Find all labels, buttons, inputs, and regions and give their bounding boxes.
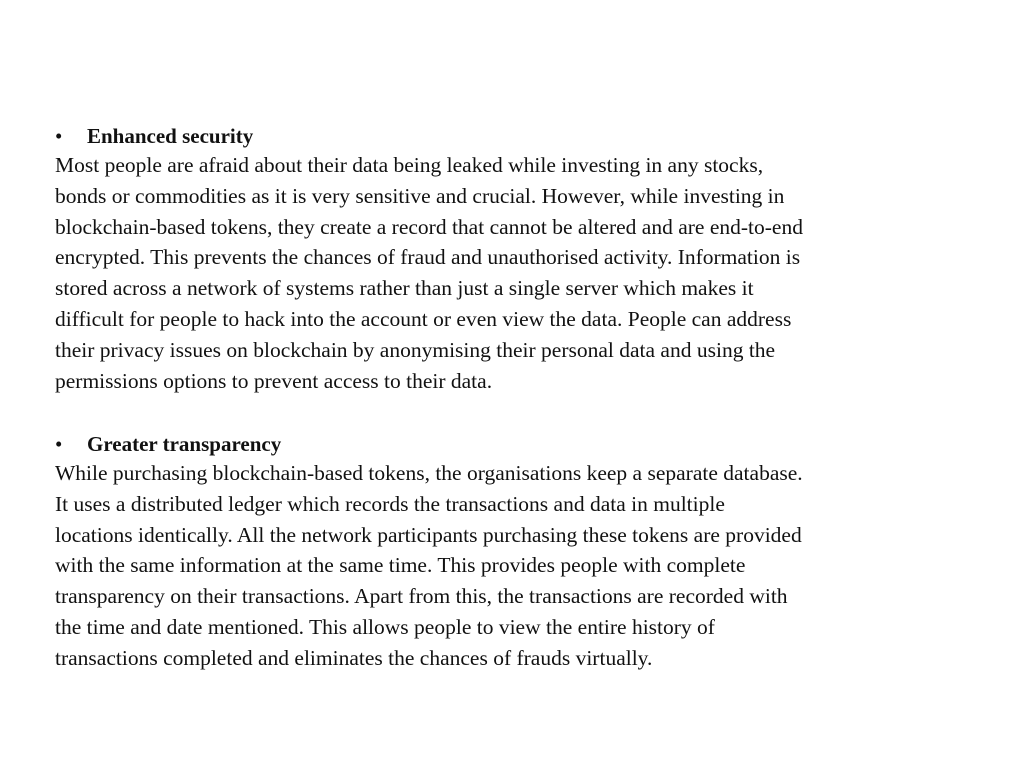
paragraph-line: transparency on their transactions. Apart from this, the transactions are recorded with	[55, 584, 788, 609]
paragraph-line: difficult for people to hack into the account or even view the data. People can address	[55, 306, 792, 331]
bullet-icon: •	[55, 124, 63, 148]
section-greater-transparency	[55, 430, 985, 674]
paragraph-line: with the same information at the same time. This provides people with complete	[55, 553, 746, 578]
paragraph-line: encrypted. This prevents the chances of fraud and unauthorised activity. Information is	[55, 245, 801, 270]
paragraph-line: locations identically. All the network participants purchasing these tokens are provided	[55, 522, 802, 547]
paragraph-line: Most people are afraid about their data being leaked while investing in any stocks,	[55, 153, 764, 177]
section-heading: Enhanced security	[87, 124, 254, 148]
bullet-icon: •	[55, 432, 63, 456]
paragraph-line: permissions options to prevent access to their data.	[55, 368, 493, 393]
section-heading-row	[55, 122, 985, 150]
paragraph-line: blockchain-based tokens, they create a record that cannot be altered and are end-to-end	[55, 214, 803, 239]
section-paragraph	[55, 458, 985, 674]
paragraph-line: the time and date mentioned. This allows people to view the entire history of	[55, 614, 715, 639]
paragraph-line: stored across a network of systems rather than just a single server which makes it	[55, 276, 754, 301]
section-enhanced-security	[55, 122, 985, 396]
paragraph-line: transactions completed and eliminates the chances of frauds virtually.	[55, 645, 653, 670]
paragraph-line: It uses a distributed ledger which records the transactions and data in multiple	[55, 491, 725, 516]
paragraph-line: bonds or commodities as it is very sensitive and crucial. However, while investing in	[55, 183, 785, 208]
section-paragraph	[55, 150, 985, 396]
section-heading-row	[55, 430, 985, 458]
section-heading: Greater transparency	[87, 432, 282, 456]
paragraph-line: While purchasing blockchain-based tokens, the organisations keep a separate database.	[55, 461, 803, 485]
paragraph-line: their privacy issues on blockchain by anonymising their personal data and using the	[55, 337, 776, 362]
